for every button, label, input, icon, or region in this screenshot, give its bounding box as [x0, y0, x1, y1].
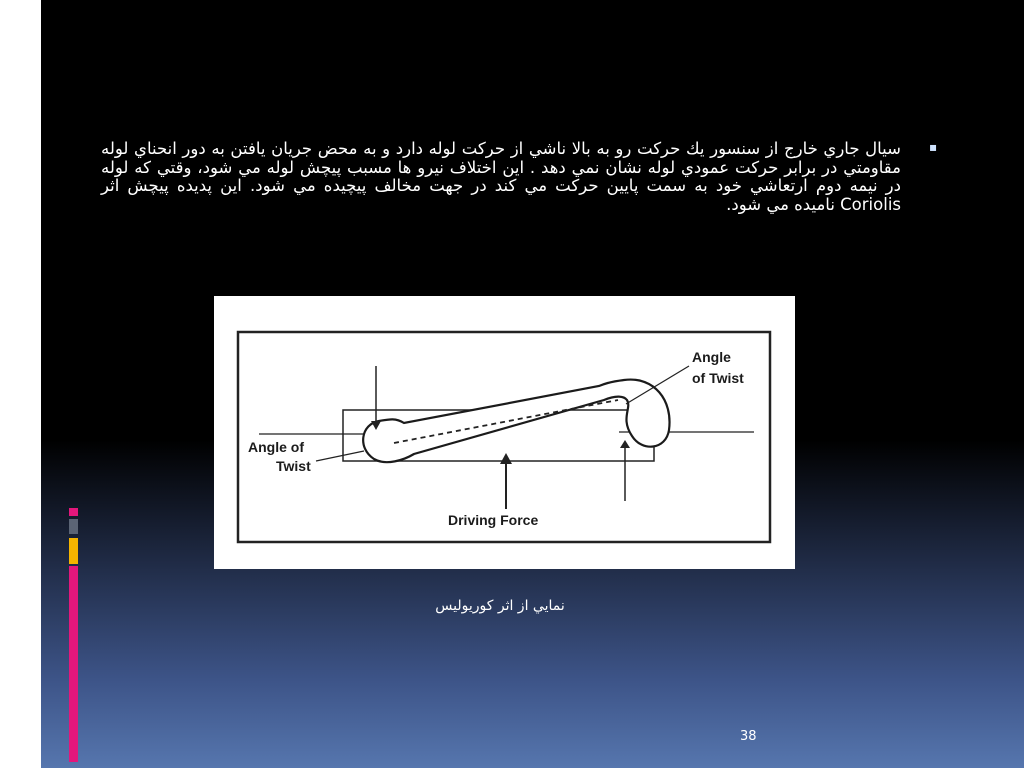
accent-bar-yellow — [69, 538, 78, 564]
bullet-marker: ▪ — [929, 140, 938, 154]
bullet-paragraph: سيال جاري خارج از سنسور يك حركت رو به بالا ناشي از حركت لوله دارد و به محض جريان يافتن به دور انحناي لوله مقاومتي در برابر حركت عمودي لوله نشان نمي دهد . اين اختلاف نيرو ها مسبب پيچش لوله مي شود، وقتي كه لوله در نيمه دوم ارتعاشي خود به سمت پايين حركت مي كند در جهت مخالف پيچيده مي شود. اين پديده پيچش اثر Coriolis ناميده مي شود. — [101, 139, 901, 214]
twisted-tube — [363, 380, 669, 463]
label-angle-right-1: Angle — [692, 349, 731, 365]
left-angle-leader — [316, 451, 364, 461]
figure-caption: نمايي از اثر كوريوليس — [435, 598, 565, 614]
page-number: 38 — [740, 729, 757, 744]
label-angle-left-1: Angle of — [248, 439, 304, 455]
label-angle-left-2: Twist — [276, 458, 311, 474]
accent-bar-pink-small — [69, 508, 78, 516]
accent-bar-gray — [69, 519, 78, 534]
window-pane-icon — [67, 20, 85, 116]
coriolis-diagram — [214, 296, 795, 569]
label-driving-force: Driving Force — [448, 512, 539, 528]
left-white-strip — [0, 0, 41, 768]
outer-frame — [238, 332, 770, 542]
label-angle-right-2: of Twist — [692, 370, 744, 386]
right-arrowhead — [620, 440, 630, 448]
coriolis-diagram-svg — [214, 296, 795, 569]
driving-force-arrowhead — [500, 453, 512, 464]
accent-bar-pink-long — [69, 566, 78, 762]
